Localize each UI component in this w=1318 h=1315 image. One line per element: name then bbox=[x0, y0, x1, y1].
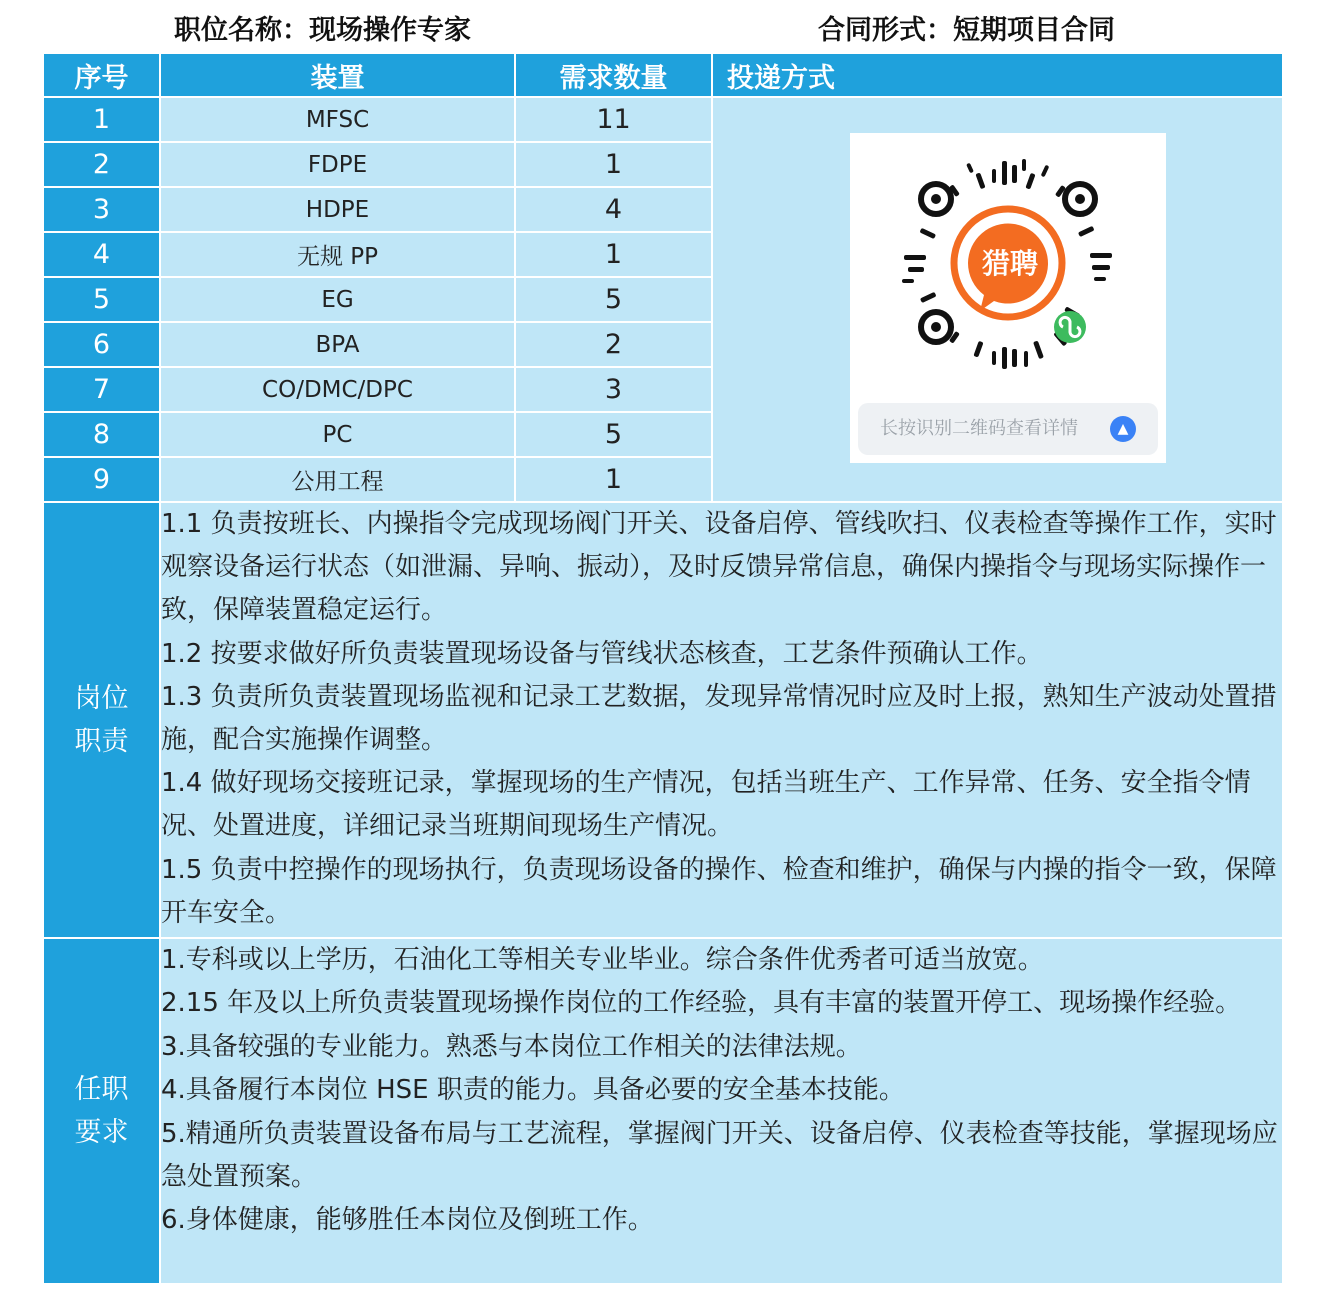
requirement-item: 3.具备较强的专业能力。熟悉与本岗位工作相关的法律法规。 bbox=[161, 1031, 862, 1062]
duty-item: 1.3 负责所负责装置现场监视和记录工艺数据，发现异常情况时应及时上报，熟知生产波动处置措施，配合实施操作调整。 bbox=[161, 681, 1277, 756]
row-number: 3 bbox=[43, 187, 160, 232]
requirement-item: 2.15 年及以上所负责装置现场操作岗位的工作经验，具有丰富的装置开停工、现场操作经验。 bbox=[161, 988, 1242, 1019]
duty-item: 1.2 按要求做好所负责装置现场设备与管线状态核查，工艺条件预确认工作。 bbox=[161, 638, 1043, 669]
row-unit: 无规 PP bbox=[160, 232, 515, 277]
row-unit: FDPE bbox=[160, 142, 515, 187]
row-number: 4 bbox=[43, 232, 160, 277]
duties-body bbox=[160, 502, 1283, 938]
qr-code-icon[interactable] bbox=[898, 155, 1118, 375]
col-header-apply: 投递方式 bbox=[712, 53, 1283, 97]
row-unit: PC bbox=[160, 412, 515, 457]
duties-row bbox=[43, 502, 1283, 938]
contract-type: 合同形式：短期项目合同 bbox=[818, 15, 1115, 46]
duty-item: 1.5 负责中控操作的现场执行，负责现场设备的操作、检查和维护，确保与内操的指令一致，保障开车安全。 bbox=[161, 854, 1277, 928]
qr-hint-text: 长按识别二维码查看详情 bbox=[880, 418, 1078, 439]
col-header-qty: 需求数量 bbox=[515, 53, 712, 97]
row-number: 8 bbox=[43, 412, 160, 457]
chevron-up-icon[interactable]: ▲ bbox=[1110, 416, 1136, 442]
row-qty: 5 bbox=[515, 277, 712, 322]
requirements-body bbox=[160, 938, 1283, 1284]
row-unit: HDPE bbox=[160, 187, 515, 232]
row-unit: MFSC bbox=[160, 97, 515, 142]
row-number: 1 bbox=[43, 97, 160, 142]
col-header-unit: 装置 bbox=[160, 53, 515, 97]
table-header-row bbox=[43, 53, 1283, 97]
row-qty: 3 bbox=[515, 367, 712, 412]
row-qty: 5 bbox=[515, 412, 712, 457]
row-number: 5 bbox=[43, 277, 160, 322]
duties-label: 岗位 职责 bbox=[43, 502, 160, 938]
qr-hint-bar[interactable] bbox=[858, 403, 1158, 455]
row-qty: 11 bbox=[515, 97, 712, 142]
row-number: 6 bbox=[43, 322, 160, 367]
requirement-item: 1.专科或以上学历，石油化工等相关专业毕业。综合条件优秀者可适当放宽。 bbox=[161, 945, 1044, 975]
requirement-item: 5.精通所负责装置设备布局与工艺流程，掌握阀门开关、设备启停、仪表检查等技能，掌握现场应急处置预案。 bbox=[161, 1118, 1278, 1193]
qr-card[interactable] bbox=[850, 133, 1166, 463]
row-number: 2 bbox=[43, 142, 160, 187]
row-unit: CO/DMC/DPC bbox=[160, 367, 515, 412]
table-row bbox=[43, 97, 1283, 142]
requirements-row bbox=[43, 938, 1283, 1284]
row-number: 7 bbox=[43, 367, 160, 412]
row-qty: 1 bbox=[515, 232, 712, 277]
col-header-no: 序号 bbox=[43, 53, 160, 97]
row-qty: 1 bbox=[515, 142, 712, 187]
liepin-logo-text: 猎聘 bbox=[981, 247, 1039, 280]
row-qty: 2 bbox=[515, 322, 712, 367]
row-number: 9 bbox=[43, 457, 160, 502]
requirement-item: 6.身体健康，能够胜任本岗位及倒班工作。 bbox=[161, 1205, 654, 1236]
row-unit: 公用工程 bbox=[160, 457, 515, 502]
row-qty: 1 bbox=[515, 457, 712, 502]
row-qty: 4 bbox=[515, 187, 712, 232]
requirements-label: 任职 要求 bbox=[43, 938, 160, 1284]
row-unit: EG bbox=[160, 277, 515, 322]
duty-item: 1.4 做好现场交接班记录，掌握现场的生产情况，包括当班生产、工作异常、任务、安全指令情况、处置进度，详细记录当班期间现场生产情况。 bbox=[161, 768, 1251, 842]
duty-item: 1.1 负责按班长、内操指令完成现场阀门开关、设备启停、管线吹扫、仪表检查等操作工作，实时观察设备运行状态（如泄漏、异响、振动），及时反馈异常信息，确保内操指令与现场实际操作一致，保障装置稳定运行。 bbox=[161, 509, 1277, 626]
apply-cell bbox=[712, 97, 1283, 502]
requirement-item: 4.具备履行本岗位 HSE 职责的能力。具备必要的安全基本技能。 bbox=[161, 1075, 905, 1106]
job-table bbox=[42, 52, 1284, 1285]
row-unit: BPA bbox=[160, 322, 515, 367]
position-title: 职位名称：现场操作专家 bbox=[174, 15, 471, 46]
